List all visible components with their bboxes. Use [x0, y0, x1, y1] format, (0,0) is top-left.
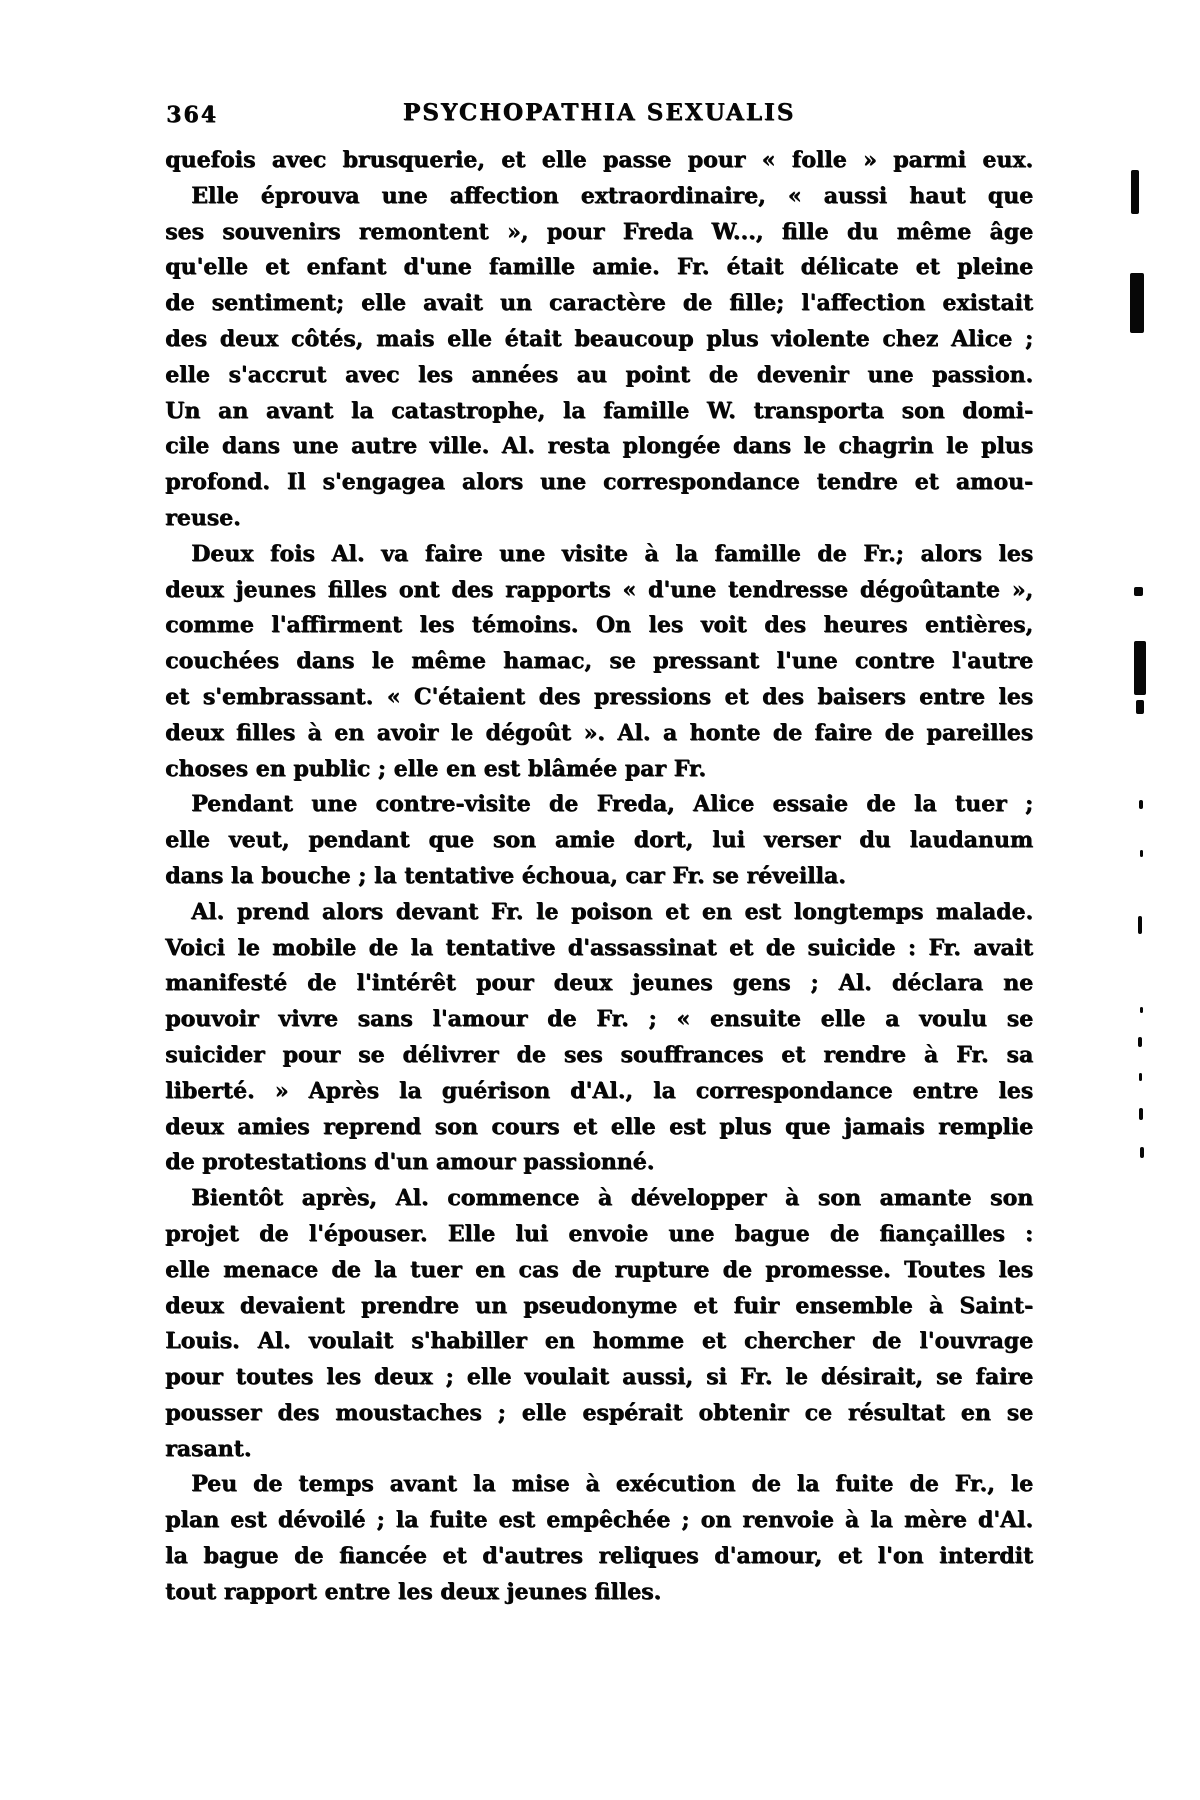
text-line: qu'elle et enfant d'une famille amie. Fr. était délicate et pleine: [165, 254, 1033, 281]
ink-mark: [1130, 273, 1144, 333]
paragraph: [165, 787, 1033, 894]
text-line: plan est dévoilé ; la fuite est empêchée ; on renvoie à la mère d'Al.: [165, 1507, 1033, 1534]
ink-mark: [1140, 1147, 1144, 1158]
text-line: Peu de temps avant la mise à exécution de la fuite de Fr., le: [191, 1471, 1033, 1498]
ink-mark: [1134, 587, 1143, 596]
ink-mark: [1134, 641, 1146, 695]
text-line: ses souvenirs remontent », pour Freda W..., fille du même âge: [165, 218, 1033, 245]
text-line: et s'embrassant. « C'étaient des pressions et des baisers entre les: [165, 683, 1033, 710]
ink-mark: [1138, 1037, 1142, 1047]
ink-mark: [1140, 850, 1143, 857]
text-line: de protestations d'un amour passionné.: [165, 1149, 655, 1176]
ink-mark: [1131, 170, 1139, 214]
text-line: deux jeunes filles ont des rapports « d'une tendresse dégoûtante »,: [165, 576, 1033, 603]
paragraph: [165, 1467, 1033, 1610]
text-line: Voici le mobile de la tentative d'assassinat et de suicide : Fr. avait: [165, 934, 1033, 961]
text-line: Bientôt après, Al. commence à développer à son amante son: [191, 1185, 1033, 1212]
ink-mark: [1139, 800, 1143, 809]
paragraph: [165, 537, 1033, 788]
ink-mark: [1138, 916, 1142, 934]
paragraph: [165, 179, 1033, 537]
text-line: des deux côtés, mais elle était beaucoup plus violente chez Alice ;: [165, 325, 1033, 352]
text-line: elle menace de la tuer en cas de rupture de promesse. Toutes les: [165, 1256, 1033, 1283]
running-title: PSYCHOPATHIA SEXUALIS: [402, 99, 796, 126]
text-line: dans la bouche ; la tentative échoua, car Fr. se réveilla.: [165, 862, 846, 889]
text-line: profond. Il s'engagea alors une correspondance tendre et amou-: [165, 469, 1033, 496]
text-line: cile dans une autre ville. Al. resta plongée dans le chagrin le plus: [165, 433, 1033, 460]
page-body: [165, 143, 1033, 1611]
paragraph: [165, 1181, 1033, 1467]
text-line: manifesté de l'intérêt pour deux jeunes gens ; Al. déclara ne: [165, 970, 1033, 997]
paragraph: [165, 143, 1033, 179]
text-line: Louis. Al. voulait s'habiller en homme et chercher de l'ouvrage: [165, 1328, 1033, 1355]
text-line: projet de l'épouser. Elle lui envoie une bague de fiançailles :: [165, 1220, 1033, 1247]
text-line: reuse.: [165, 504, 241, 531]
text-line: Un an avant la catastrophe, la famille W. transporta son domi-: [165, 397, 1033, 424]
text-line: choses en public ; elle en est blâmée par Fr.: [165, 755, 706, 782]
ink-mark: [1140, 1007, 1143, 1013]
text-line: comme l'affirment les témoins. On les voit des heures entières,: [165, 612, 1033, 639]
text-line: deux amies reprend son cours et elle est plus que jamais remplie: [165, 1113, 1033, 1140]
text-line: Elle éprouva une affection extraordinaire, « aussi haut que: [191, 182, 1033, 209]
ink-mark: [1139, 1108, 1143, 1120]
text-line: de sentiment; elle avait un caractère de fille; l'affection existait: [165, 290, 1033, 317]
text-line: elle s'accrut avec les années au point de devenir une passion.: [165, 361, 1033, 388]
text-line: deux devaient prendre un pseudonyme et fuir ensemble à Saint-: [165, 1292, 1033, 1319]
text-line: Al. prend alors devant Fr. le poison et en est longtemps malade.: [191, 898, 1033, 925]
text-line: rasant.: [165, 1435, 252, 1462]
text-line: pousser des moustaches ; elle espérait obtenir ce résultat en se: [165, 1399, 1033, 1426]
ink-mark: [1139, 1073, 1142, 1081]
text-line: la bague de fiancée et d'autres reliques d'amour, et l'on interdit: [165, 1543, 1033, 1570]
text-line: elle veut, pendant que son amie dort, lui verser du laudanum: [165, 827, 1033, 854]
text-line: Deux fois Al. va faire une visite à la famille de Fr.; alors les: [191, 540, 1033, 567]
text-line: liberté. » Après la guérison d'Al., la correspondance entre les: [165, 1077, 1033, 1104]
text-line: quefois avec brusquerie, et elle passe pour « folle » parmi eux.: [165, 147, 1033, 173]
text-line: deux filles à en avoir le dégoût ». Al. a honte de faire de pareilles: [165, 719, 1033, 746]
page-number: 364: [166, 102, 218, 128]
paragraph: [165, 895, 1033, 1181]
text-line: suicider pour se délivrer de ses souffrances et rendre à Fr. sa: [165, 1041, 1033, 1068]
text-line: tout rapport entre les deux jeunes filles.: [165, 1578, 662, 1605]
text-line: pouvoir vivre sans l'amour de Fr. ; « ensuite elle a voulu se: [165, 1006, 1033, 1033]
ink-mark: [1136, 700, 1144, 714]
text-line: pour toutes les deux ; elle voulait aussi, si Fr. le désirait, se faire: [165, 1364, 1033, 1391]
text-line: Pendant une contre-visite de Freda, Alice essaie de la tuer ;: [191, 791, 1033, 818]
text-line: couchées dans le même hamac, se pressant l'une contre l'autre: [165, 648, 1033, 675]
